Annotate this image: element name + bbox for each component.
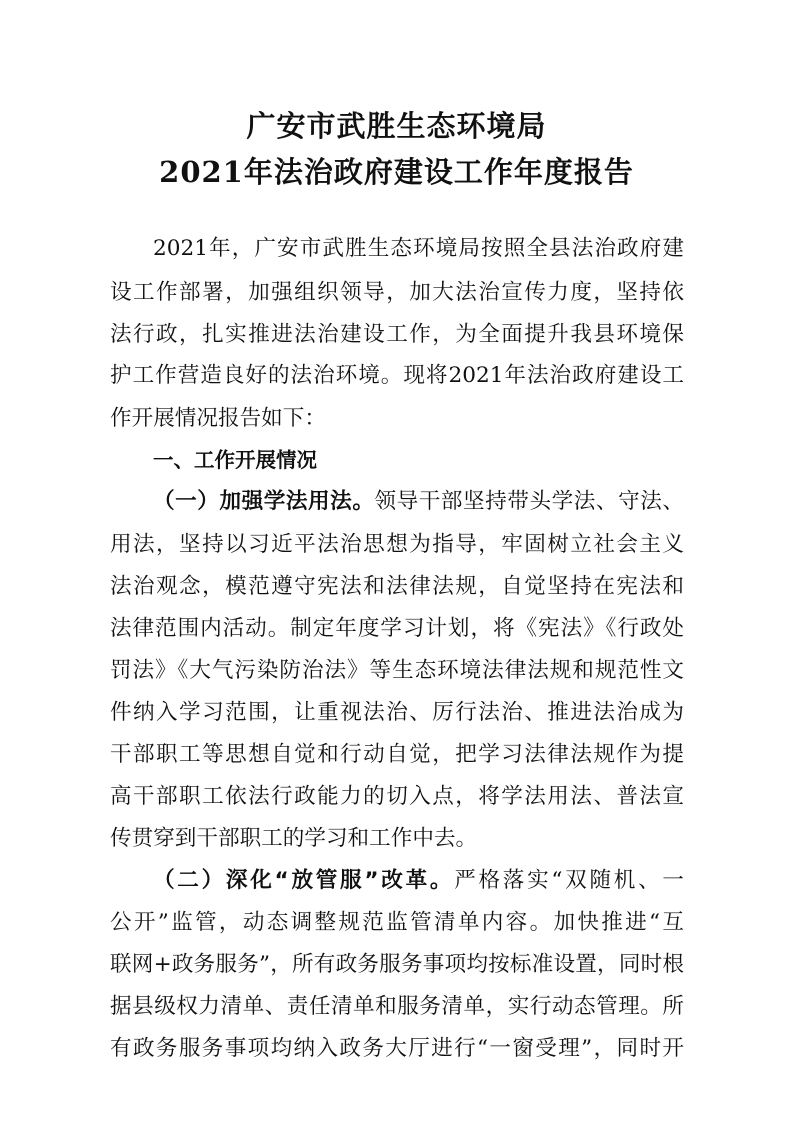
para2-first-line-rest: 严格落实“双随机、一 — [454, 868, 684, 893]
para1-line: 法律范围内活动。制定年度学习计划，将《宪法》《行政处 — [110, 616, 684, 641]
intro-line: 法行政，扎实推进法治建设工作，为全面提升我县环境保 — [110, 322, 684, 347]
para1-line: 干部职工等思想自觉和行动自觉，把学习法律法规作为提 — [110, 742, 684, 767]
para1-line: 传贯穿到干部职工的学习和工作中去。 — [110, 826, 478, 851]
para2-line: 有政务服务事项均纳入政务大厅进行“一窗受理”，同时开 — [110, 1036, 684, 1061]
intro-line: 设工作部署，加强组织领导，加大法治宣传力度，坚持依 — [110, 280, 684, 305]
para2-line: 联网+政务服务”，所有政务服务事项均按标准设置，同时根 — [110, 952, 684, 977]
section-heading: 一、工作开展情况 — [153, 448, 317, 472]
para1-line: 件纳入学习范围，让重视法治、厉行法治、推进法治成为 — [110, 700, 684, 725]
para1-line: 用法，坚持以习近平法治思想为指导，牢固树立社会主义 — [110, 532, 684, 557]
para1-line: 高干部职工依法行政能力的切入点，将学法用法、普法宣 — [110, 784, 684, 809]
intro-line: 2021年，广安市武胜生态环境局按照全县法治政府建 — [153, 236, 684, 261]
document-title-line1: 广安市武胜生态环境局 — [246, 109, 547, 143]
para1-lead: （一）加强学法用法。 — [153, 489, 375, 514]
document-title-line2: 2021年法治政府建设工作年度报告 — [159, 155, 634, 189]
para1-line: 法治观念，模范遵守宪法和法律法规，自觉坚持在宪法和 — [110, 574, 684, 599]
para1-first-line-rest: 领导干部坚持带头学法、守法、 — [374, 489, 684, 514]
intro-line: 作开展情况报告如下： — [110, 406, 326, 431]
para2-first-line — [153, 866, 684, 896]
intro-line: 护工作营造良好的法治环境。现将2021年法治政府建设工 — [110, 363, 684, 388]
para2-lead: （二）深化“放管服”改革。 — [153, 868, 455, 893]
para2-line: 据县级权力清单、责任清单和服务清单，实行动态管理。所 — [110, 994, 684, 1019]
para2-line: 公开”监管，动态调整规范监管清单内容。加快推进“互 — [110, 910, 684, 935]
para1-first-line — [153, 487, 684, 517]
para1-line: 罚法》《大气污染防治法》等生态环境法律法规和规范性文 — [110, 658, 684, 683]
